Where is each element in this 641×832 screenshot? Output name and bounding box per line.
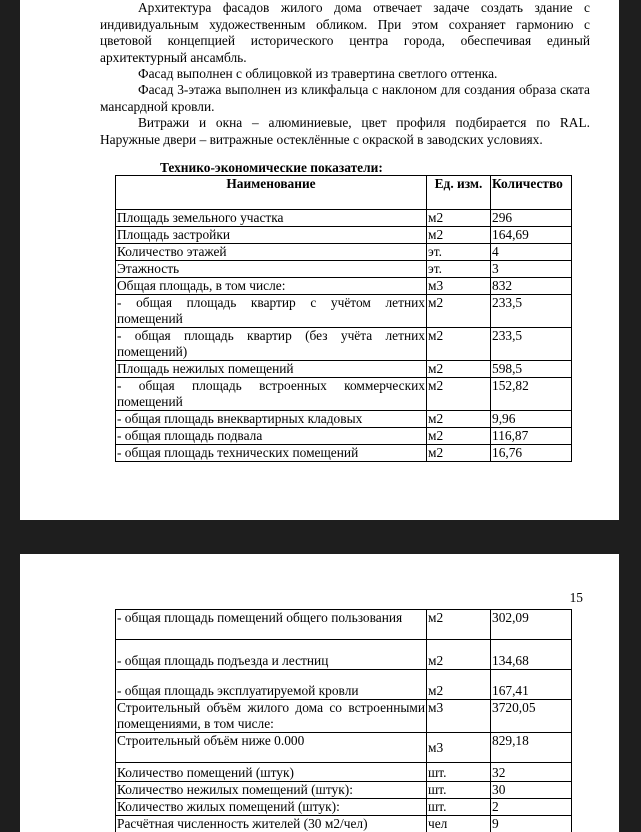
cell-unit: м2: [427, 328, 491, 361]
table-row: [116, 261, 572, 278]
table-row: [116, 670, 572, 700]
table-row: [116, 700, 572, 733]
table-row: [116, 782, 572, 799]
table-row: [116, 227, 572, 244]
table-row: [116, 210, 572, 227]
cell-name: - общая площадь технических помещений: [116, 445, 427, 462]
cell-unit: эт.: [427, 261, 491, 278]
cell-unit: м2: [427, 227, 491, 244]
cell-name: Количество помещений (штук): [116, 763, 427, 782]
table-row: [116, 361, 572, 378]
cell-unit: м2: [427, 640, 491, 670]
table-title: Технико-экономические показатели:: [160, 160, 383, 175]
cell-name: Расчётная численность жителей (30 м2/чел): [116, 816, 427, 832]
cell-unit: м2: [427, 361, 491, 378]
table-row: [116, 328, 572, 361]
table-row: [116, 378, 572, 411]
cell-quantity: 2: [491, 799, 572, 816]
cell-name: Количество нежилых помещений (штук):: [116, 782, 427, 799]
page-number: 15: [569, 590, 583, 605]
cell-quantity: 598,5: [491, 361, 572, 378]
indicators-table: [115, 175, 572, 462]
cell-quantity: 30: [491, 782, 572, 799]
table-row: [116, 799, 572, 816]
cell-quantity: 302,09: [491, 610, 572, 640]
cell-unit: м2: [427, 295, 491, 328]
cell-quantity: 16,76: [491, 445, 572, 462]
document-page-1: [20, 0, 619, 520]
cell-unit: м2: [427, 670, 491, 700]
cell-name: Площадь застройки: [116, 227, 427, 244]
cell-name: - общая площадь помещений общего пользования: [116, 610, 427, 640]
cell-quantity: 233,5: [491, 328, 572, 361]
header-quantity: Количество: [491, 176, 572, 210]
cell-unit: м2: [427, 445, 491, 462]
cell-unit: м3: [427, 700, 491, 733]
cell-quantity: 3: [491, 261, 572, 278]
cell-quantity: 32: [491, 763, 572, 782]
table-row: [116, 295, 572, 328]
cell-unit: эт.: [427, 244, 491, 261]
third-floor-paragraph: Фасад 3-этажа выполнен из кликфальца с наклоном для создания образа ската мансардной кровли.: [100, 82, 590, 114]
cell-quantity: 134,68: [491, 640, 572, 670]
table-row: [116, 278, 572, 295]
table-row: [116, 763, 572, 782]
cell-quantity: 296: [491, 210, 572, 227]
cell-name: Этажность: [116, 261, 427, 278]
cell-quantity: 3720,05: [491, 700, 572, 733]
cell-name: Количество жилых помещений (штук):: [116, 799, 427, 816]
table-row: [116, 640, 572, 670]
cell-quantity: 832: [491, 278, 572, 295]
indicators-table-continued: [115, 609, 572, 832]
cell-name: - общая площадь эксплуатируемой кровли: [116, 670, 427, 700]
cell-unit: шт.: [427, 763, 491, 782]
cell-unit: м2: [427, 610, 491, 640]
header-name: Наименование: [116, 176, 427, 210]
cell-name: - общая площадь подвала: [116, 428, 427, 445]
cell-name: Площадь земельного участка: [116, 210, 427, 227]
cell-quantity: 9,96: [491, 411, 572, 428]
cell-quantity: 152,82: [491, 378, 572, 411]
cell-quantity: 167,41: [491, 670, 572, 700]
cell-unit: чел: [427, 816, 491, 832]
cell-unit: шт.: [427, 782, 491, 799]
cell-name: Общая площадь, в том числе:: [116, 278, 427, 295]
facade-paragraph: Архитектура фасадов жилого дома отвечает задаче создать здание с индивидуальным художественным обликом. При этом сохраняет гармонию с цветовой концепцией исторического центра города, обеспечивая единый архитектурный ансамбль.: [100, 0, 590, 65]
cell-name: Строительный объём ниже 0.000: [116, 733, 427, 763]
cell-unit: м3: [427, 278, 491, 295]
cell-name: Площадь нежилых помещений: [116, 361, 427, 378]
document-page-2: [20, 554, 619, 832]
table-row: [116, 411, 572, 428]
cell-unit: м2: [427, 428, 491, 445]
cell-name: - общая площадь внеквартирных кладовых: [116, 411, 427, 428]
cell-name: - общая площадь квартир (без учёта летних помещений): [117, 328, 425, 359]
cell-name: - общая площадь встроенных коммерческих помещений: [117, 378, 425, 409]
windows-paragraph: Витражи и окна – алюминиевые, цвет профиля подбирается по RAL. Наружные двери – витражные остеклённые с окраской в заводских условиях.: [100, 115, 590, 147]
header-unit: Ед. изм.: [427, 176, 491, 210]
cell-unit: м2: [427, 378, 491, 411]
cell-quantity: 829,18: [491, 733, 572, 763]
cell-unit: шт.: [427, 799, 491, 816]
cell-quantity: 4: [491, 244, 572, 261]
cell-quantity: 116,87: [491, 428, 572, 445]
cell-quantity: 164,69: [491, 227, 572, 244]
table-row: [116, 428, 572, 445]
cell-quantity: 233,5: [491, 295, 572, 328]
cell-name: - общая площадь квартир с учётом летних помещений: [117, 295, 425, 326]
table-row: [116, 445, 572, 462]
cell-unit: м2: [427, 411, 491, 428]
cell-name: Количество этажей: [116, 244, 427, 261]
table-row: [116, 816, 572, 832]
cladding-paragraph: Фасад выполнен с облицовкой из травертина светлого оттенка.: [138, 66, 498, 81]
table-row: [116, 244, 572, 261]
cell-name: - общая площадь подъезда и лестниц: [116, 640, 427, 670]
table-row: [116, 610, 572, 640]
table-row: [116, 733, 572, 763]
cell-unit: м2: [427, 210, 491, 227]
cell-name: Строительный объём жилого дома со встроенными помещениями, в том числе:: [117, 700, 425, 731]
cell-unit: м3: [427, 733, 491, 763]
cell-quantity: 9: [491, 816, 572, 832]
